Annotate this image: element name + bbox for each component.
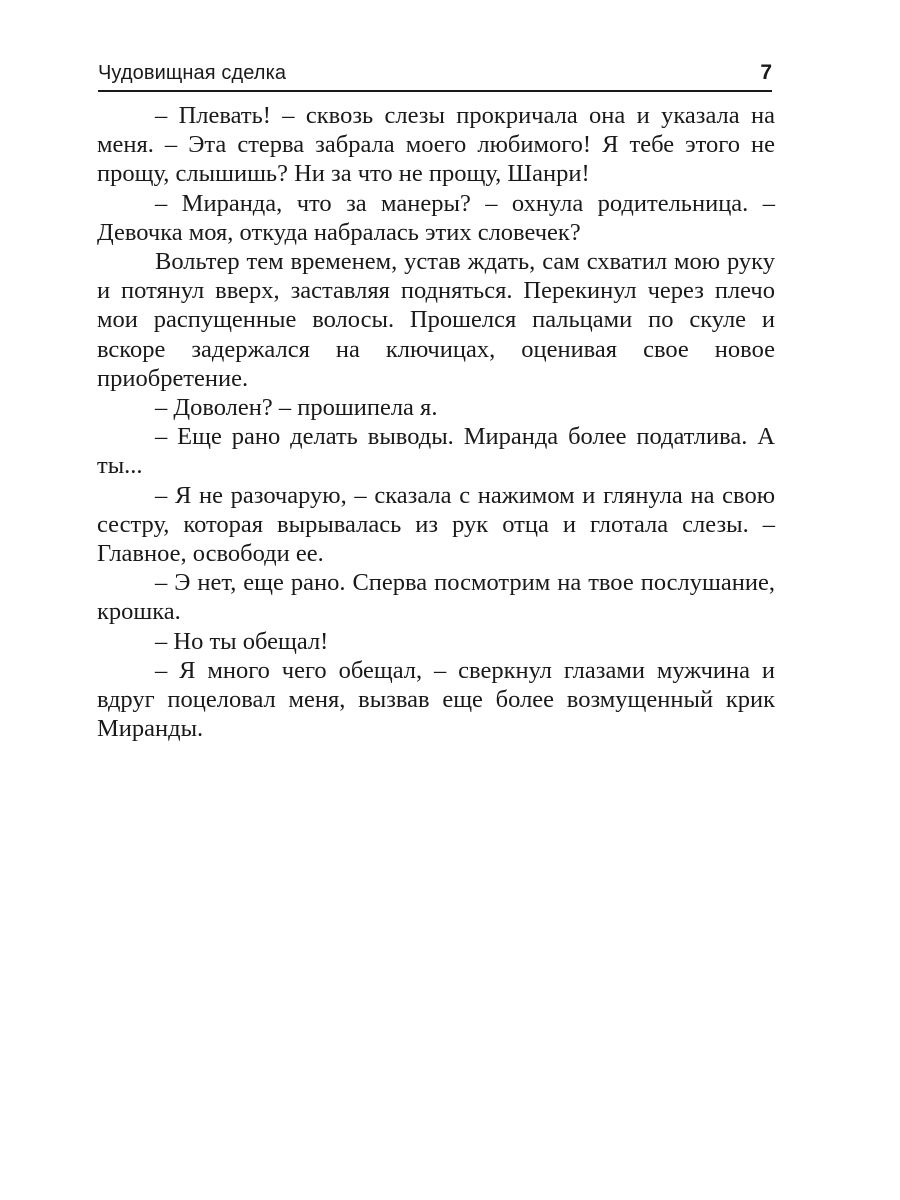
paragraph: – Но ты обещал! (155, 627, 329, 655)
body-text (97, 101, 775, 743)
paragraph: – Я много чего обещал, – сверкнул глазами мужчина и вдруг поцеловал меня, вызвав еще более возмущенный крик Миранды. (97, 656, 775, 743)
paragraph: – Плевать! – сквозь слезы прокричала она и указала на меня. – Эта стерва забрала моего любимого! Я тебе этого не прощу, слышишь? Ни за что не прощу, Шанри! (97, 102, 775, 188)
running-header (98, 56, 772, 92)
page-number: 7 (760, 61, 772, 84)
paragraph: – Я не разочарую, – сказала с нажимом и глянула на свою сестру, которая вырывалась из рук отца и глотала слезы. – Главное, освободи ее. (97, 481, 775, 568)
paragraph: – Доволен? – прошипела я. (155, 394, 438, 422)
paragraph: – Миранда, что за манеры? – охнула родительница. – Девочка моя, откуда набралась этих словечек? (97, 189, 775, 246)
paragraph: Вольтер тем временем, устав ждать, сам схватил мою руку и потянул вверх, заставляя подняться. Перекинул через плечо мои распущенные волосы. Прошелся пальцами по скуле и вскоре задержался на ключицах, оценивая свое новое приобретение. (97, 248, 775, 392)
paragraph: – Э нет, еще рано. Сперва посмотрим на твое послушание, крошка. (97, 569, 775, 626)
running-title: Чудовищная сделка (98, 62, 287, 84)
paragraph: – Еще рано делать выводы. Миранда более податлива. А ты... (97, 423, 775, 480)
